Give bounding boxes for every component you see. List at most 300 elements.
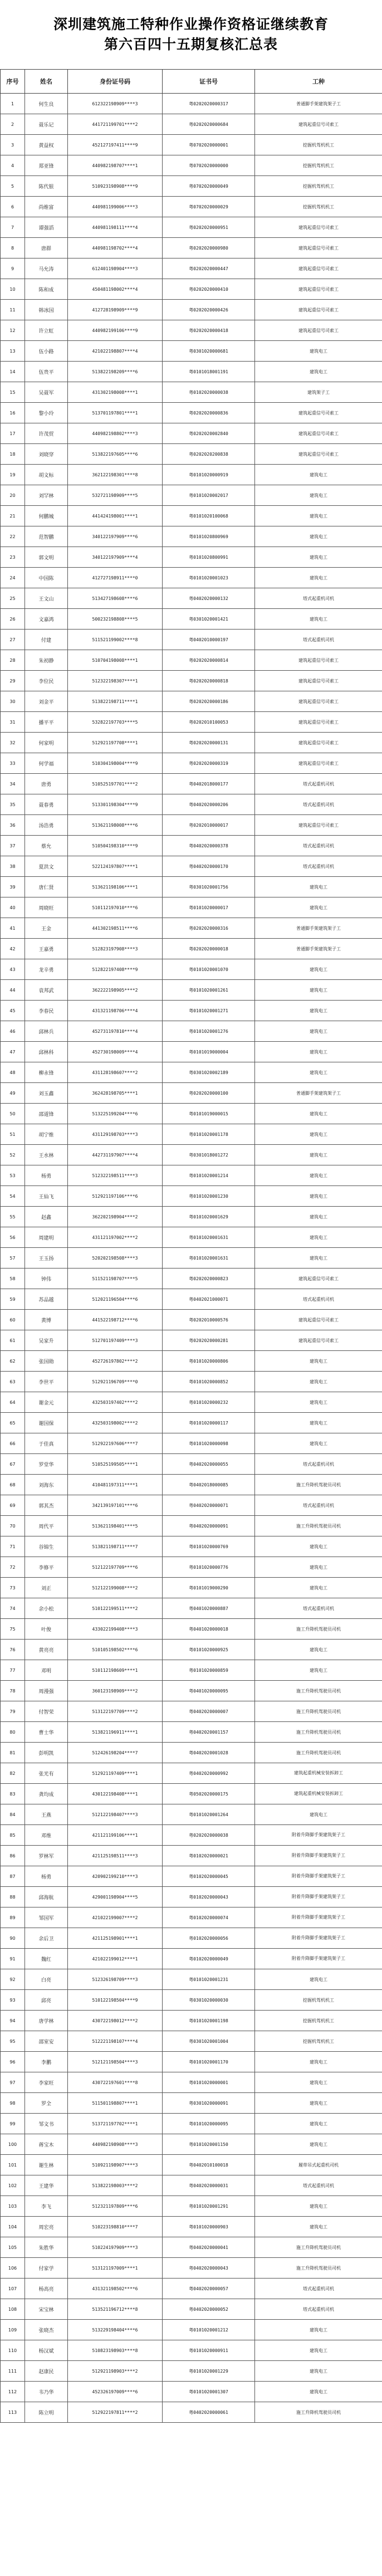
cell-certificate-number: 粤0402010100018	[163, 2155, 255, 2175]
cell-id-number: 513521196712****8	[68, 2299, 163, 2320]
cell-index: 55	[1, 1207, 25, 1227]
cell-index: 67	[1, 1454, 25, 1475]
cell-job-type: 建筑电工	[255, 2072, 382, 2093]
cell-job-type: 建筑电工	[255, 1660, 382, 1681]
cell-id-number: 432503197402****2	[68, 1392, 163, 1413]
cell-job-type: 施工升降机驾驶员司机	[255, 1681, 382, 1701]
cell-name: 李世平	[25, 1372, 68, 1392]
cell-id-number: 510525197701****2	[68, 774, 163, 794]
cell-job-type: 附着升降脚手架建筑架子工	[255, 1928, 382, 1949]
cell-certificate-number: 粤0101020001229	[163, 2361, 255, 2382]
cell-id-number: 452326197009****6	[68, 2382, 163, 2402]
cell-name: 曹士华	[25, 1722, 68, 1743]
cell-certificate-number: 粤0301020002189	[163, 1062, 255, 1083]
cell-id-number: 612322198909****3	[68, 94, 163, 114]
cell-name: 邱亮	[25, 1990, 68, 2011]
cell-certificate-number: 粤0202020000281	[163, 1330, 255, 1351]
cell-certificate-number: 粤0101020000001	[163, 2072, 255, 2093]
cell-name: 郭其杰	[25, 1495, 68, 1516]
cell-job-type: 挖掘机驾机机工	[255, 197, 382, 217]
table-row	[1, 588, 382, 609]
cell-index: 63	[1, 1372, 25, 1392]
cell-name: 唐勇	[25, 774, 68, 794]
cell-certificate-number: 粤0102020000074	[163, 1907, 255, 1928]
cell-index: 106	[1, 2258, 25, 2279]
cell-id-number: 512922197811****2	[68, 2402, 163, 2423]
cell-job-type: 挖掘机驾机机工	[255, 2031, 382, 2052]
cell-certificate-number: 粤0202020000418	[163, 320, 255, 341]
cell-id-number: 441302198511****6	[68, 918, 163, 939]
cell-certificate-number: 粤0402020000057	[163, 2279, 255, 2299]
cell-certificate-number: 粤0502020000175	[163, 1784, 255, 1804]
cell-index: 64	[1, 1392, 25, 1413]
table-row	[1, 2196, 382, 2217]
cell-certificate-number: 粤0202020000980	[163, 238, 255, 258]
table-row	[1, 2011, 382, 2031]
cell-certificate-number: 粤0202020000447	[163, 258, 255, 279]
cell-certificate-number: 粤0202020000100	[163, 1083, 255, 1104]
table-row	[1, 382, 382, 403]
cell-certificate-number: 粤0402020000206	[163, 794, 255, 815]
cell-name: 白亮	[25, 1969, 68, 1990]
cell-id-number: 510923198908****9	[68, 176, 163, 197]
cell-job-type: 附着升降脚手架建筑架子工	[255, 1825, 382, 1846]
table-row	[1, 547, 382, 568]
cell-id-number: 510122198504****9	[68, 1990, 163, 2011]
cell-job-type: 建筑电工	[255, 1640, 382, 1660]
cell-certificate-number: 粤0202020000317	[163, 94, 255, 114]
cell-index: 56	[1, 1227, 25, 1248]
cell-id-number: 513621198401****5	[68, 1516, 163, 1536]
table-row	[1, 1804, 382, 1825]
cell-id-number: 342139197101****6	[68, 1495, 163, 1516]
cell-job-type: 建筑电工	[255, 1124, 382, 1145]
cell-job-type: 施工升降机驾驶员司机	[255, 2237, 382, 2258]
table-row	[1, 1165, 382, 1186]
cell-certificate-number: 粤0101020100068	[163, 506, 255, 526]
cell-name: 王文山	[25, 588, 68, 609]
cell-name: 罗林军	[25, 1846, 68, 1866]
cell-name: 邱林兵	[25, 1021, 68, 1042]
cell-certificate-number: 粤0101020001212	[163, 2320, 255, 2340]
cell-certificate-number: 粤0101020002017	[163, 485, 255, 506]
header-certificate-number: 证书号	[163, 70, 255, 94]
cell-id-number: 512021196504****6	[68, 1289, 163, 1310]
cell-index: 101	[1, 2155, 25, 2175]
cell-id-number: 421121199106****1	[68, 1825, 163, 1846]
cell-certificate-number: 粤0402020000091	[163, 1516, 255, 1536]
cell-name: 李春民	[25, 1001, 68, 1021]
cell-name: 尚维富	[25, 197, 68, 217]
cell-certificate-number: 粤0401020000095	[163, 1681, 255, 1701]
cell-id-number: 513701197801****1	[68, 403, 163, 423]
cell-id-number: 512921196709****0	[68, 1372, 163, 1392]
cell-name: 邵室安	[25, 2031, 68, 2052]
cell-certificate-number: 粤0402020000378	[163, 836, 255, 856]
cell-id-number: 510921198907****3	[68, 2155, 163, 2175]
cell-name: 马允涛	[25, 258, 68, 279]
table-row	[1, 1392, 382, 1413]
cell-job-type: 建筑电工	[255, 526, 382, 547]
cell-id-number: 513225199204****6	[68, 1104, 163, 1124]
cell-index: 71	[1, 1536, 25, 1557]
cell-job-type: 建筑起重信号司索工	[255, 712, 382, 733]
cell-job-type: 建筑电工	[255, 980, 382, 1001]
cell-name: 谷锦生	[25, 1536, 68, 1557]
cell-id-number: 441424198001****1	[68, 506, 163, 526]
cell-job-type: 建筑电工	[255, 547, 382, 568]
cell-certificate-number: 粤0402018000085	[163, 1475, 255, 1495]
table-row	[1, 1372, 382, 1392]
cell-index: 22	[1, 526, 25, 547]
cell-index: 40	[1, 897, 25, 918]
cell-id-number: 510224197909****3	[68, 2237, 163, 2258]
cell-certificate-number: 粤0101020001264	[163, 1804, 255, 1825]
cell-certificate-number: 粤0101019000004	[163, 1042, 255, 1062]
table-row	[1, 1042, 382, 1062]
table-row	[1, 2361, 382, 2382]
cell-certificate-number: 粤0202020000951	[163, 217, 255, 238]
cell-certificate-number: 粤0101020001178	[163, 1124, 255, 1145]
cell-certificate-number: 粤0202010000017	[163, 815, 255, 836]
cell-certificate-number: 粤0102020000038	[163, 382, 255, 403]
cell-id-number: 452731197810****4	[68, 1021, 163, 1042]
cell-job-type: 建筑电工	[255, 1104, 382, 1124]
cell-index: 88	[1, 1887, 25, 1907]
cell-job-type: 建筑电工	[255, 1227, 382, 1248]
cell-job-type: 建筑电工	[255, 506, 382, 526]
cell-name: 杨勇	[25, 1165, 68, 1186]
table-row	[1, 609, 382, 630]
cell-certificate-number: 粤0101020000911	[163, 2340, 255, 2361]
cell-index: 61	[1, 1330, 25, 1351]
cell-name: 彭明凯	[25, 1743, 68, 1763]
cell-name: 汤浩勇	[25, 815, 68, 836]
cell-id-number: 513822197605****6	[68, 444, 163, 465]
cell-index: 9	[1, 258, 25, 279]
cell-index: 34	[1, 774, 25, 794]
cell-index: 91	[1, 1949, 25, 1969]
table-row	[1, 1557, 382, 1578]
cell-name: 周漫强	[25, 1681, 68, 1701]
cell-id-number: 440981199006****3	[68, 197, 163, 217]
table-row	[1, 176, 382, 197]
table-row	[1, 2052, 382, 2072]
cell-job-type: 建筑电工	[255, 485, 382, 506]
cell-name: 谢国保	[25, 1413, 68, 1433]
cell-name: 王嘉勇	[25, 939, 68, 959]
table-row	[1, 300, 382, 320]
table-row	[1, 897, 382, 918]
cell-name: 刘晓穿	[25, 444, 68, 465]
cell-index: 103	[1, 2196, 25, 2217]
cell-certificate-number: 粤0202020000316	[163, 918, 255, 939]
cell-certificate-number: 粤0101020001023	[163, 568, 255, 588]
cell-name: 付建	[25, 630, 68, 650]
cell-index: 47	[1, 1042, 25, 1062]
cell-job-type: 建筑起重机械安装拆卸工	[255, 1763, 382, 1784]
cell-index: 33	[1, 753, 25, 774]
cell-certificate-number: 粤0101020001070	[163, 959, 255, 980]
table-row	[1, 1454, 382, 1475]
cell-index: 39	[1, 877, 25, 897]
cell-job-type: 建筑起重信号司索工	[255, 300, 382, 320]
cell-index: 13	[1, 341, 25, 362]
cell-certificate-number: 粤0102020000045	[163, 1866, 255, 1887]
cell-id-number: 513821196911****1	[68, 1722, 163, 1743]
cell-job-type: 建筑起重信号司索工	[255, 279, 382, 300]
cell-job-type: 建筑电工	[255, 1165, 382, 1186]
cell-job-type: 建筑电工	[255, 609, 382, 630]
cell-id-number: 440982198707****1	[68, 155, 163, 176]
cell-job-type: 建筑起重信号司索工	[255, 403, 382, 423]
cell-index: 60	[1, 1310, 25, 1330]
cell-index: 82	[1, 1763, 25, 1784]
cell-certificate-number: 粤0301020000030	[163, 1990, 255, 2011]
cell-id-number: 512921197409****1	[68, 1763, 163, 1784]
table-row	[1, 506, 382, 526]
table-row	[1, 980, 382, 1001]
cell-name: 伍小路	[25, 341, 68, 362]
cell-job-type: 普通脚手架建筑架子工	[255, 94, 382, 114]
table-row	[1, 1763, 382, 1784]
cell-job-type: 建筑起重信号司索工	[255, 1310, 382, 1330]
cell-index: 25	[1, 588, 25, 609]
cell-certificate-number: 粤0301018001272	[163, 1145, 255, 1165]
cell-job-type: 塔式起重机司机	[255, 856, 382, 877]
cell-id-number: 340122197909****6	[68, 526, 163, 547]
cell-id-number: 532721198909****5	[68, 485, 163, 506]
cell-certificate-number: 粤0402020000007	[163, 1701, 255, 1722]
cell-certificate-number: 粤0101020001231	[163, 1969, 255, 1990]
cell-id-number: 512701197409****3	[68, 1330, 163, 1351]
table-row	[1, 856, 382, 877]
cell-job-type: 普通脚手架建筑架子工	[255, 939, 382, 959]
table-row	[1, 2299, 382, 2320]
cell-certificate-number: 粤0102020000056	[163, 1928, 255, 1949]
cell-id-number: 513621198008****6	[68, 815, 163, 836]
table-row	[1, 1248, 382, 1269]
cell-certificate-number: 粤0202020000018	[163, 939, 255, 959]
cell-certificate-number: 粤0402020000041	[163, 2237, 255, 2258]
cell-certificate-number: 粤0102020000049	[163, 1949, 255, 1969]
cell-certificate-number: 粤0101020001276	[163, 1021, 255, 1042]
cell-id-number: 440981198702****4	[68, 238, 163, 258]
cell-job-type: 建筑电工	[255, 1536, 382, 1557]
cell-certificate-number: 粤0402010000197	[163, 630, 255, 650]
cell-name: 胡宁维	[25, 1124, 68, 1145]
cell-name: 蔡允	[25, 836, 68, 856]
cell-name: 王仙飞	[25, 1186, 68, 1207]
cell-id-number: 510704198008****1	[68, 650, 163, 671]
cell-index: 1	[1, 94, 25, 114]
cell-id-number: 513621198106****1	[68, 877, 163, 897]
cell-job-type: 建筑架子工	[255, 382, 382, 403]
cell-id-number: 362122198301****8	[68, 465, 163, 485]
cell-id-number: 442731197907****4	[68, 1145, 163, 1165]
cell-id-number: 362202198904****2	[68, 1207, 163, 1227]
cell-id-number: 431321198502****6	[68, 2279, 163, 2299]
cell-certificate-number: 粤0101020001170	[163, 2052, 255, 2072]
table-row	[1, 2155, 382, 2175]
table-row	[1, 2340, 382, 2361]
cell-id-number: 512426198204****7	[68, 1743, 163, 1763]
cell-job-type: 建筑电工	[255, 341, 382, 362]
cell-index: 23	[1, 547, 25, 568]
table-row	[1, 1269, 382, 1289]
title-line-1: 深圳建筑施工特种作业操作资格证继续教育	[53, 16, 329, 32]
cell-index: 96	[1, 2052, 25, 2072]
cell-name: 邓维	[25, 1825, 68, 1846]
cell-job-type: 建筑电工	[255, 2217, 382, 2237]
table-row	[1, 465, 382, 485]
table-row	[1, 403, 382, 423]
cell-name: 张国勋	[25, 1351, 68, 1372]
cell-name: 黎小玲	[25, 403, 68, 423]
header-index: 序号	[1, 70, 25, 94]
cell-job-type: 建筑电工	[255, 2134, 382, 2155]
cell-job-type: 挖掘机驾机机工	[255, 2011, 382, 2031]
cell-index: 66	[1, 1433, 25, 1454]
table-row	[1, 341, 382, 362]
header-id-number: 身份证号码	[68, 70, 163, 94]
cell-name: 张晓杰	[25, 2320, 68, 2340]
cell-certificate-number: 粤0102020000021	[163, 1846, 255, 1866]
table-row	[1, 1949, 382, 1969]
cell-index: 45	[1, 1001, 25, 1021]
cell-certificate-number: 粤0301020000091	[163, 2093, 255, 2114]
cell-id-number: 440982198802****3	[68, 423, 163, 444]
cell-job-type: 建筑电工	[255, 1351, 382, 1372]
cell-job-type: 建筑电工	[255, 2052, 382, 2072]
cell-job-type: 塔式起重机司机	[255, 630, 382, 650]
table-row	[1, 2320, 382, 2340]
cell-certificate-number: 粤0101020000095	[163, 2114, 255, 2134]
cell-job-type: 普通脚手架建筑架子工	[255, 1083, 382, 1104]
cell-index: 86	[1, 1846, 25, 1866]
cell-index: 35	[1, 794, 25, 815]
cell-id-number: 431321198706****4	[68, 1001, 163, 1021]
cell-index: 46	[1, 1021, 25, 1042]
cell-certificate-number: 粤0202020000038	[163, 1825, 255, 1846]
cell-name: 赵鑫	[25, 1207, 68, 1227]
cell-job-type: 建筑电工	[255, 897, 382, 918]
cell-certificate-number: 粤0402021000071	[163, 1289, 255, 1310]
table-row	[1, 959, 382, 980]
cell-id-number: 513721197702****1	[68, 2114, 163, 2134]
cell-job-type: 普通脚手架建筑架子工	[255, 918, 382, 939]
cell-index: 10	[1, 279, 25, 300]
cell-index: 8	[1, 238, 25, 258]
cell-index: 110	[1, 2340, 25, 2361]
cell-id-number: 440982198908****3	[68, 2134, 163, 2155]
cell-index: 44	[1, 980, 25, 1001]
cell-index: 105	[1, 2237, 25, 2258]
cell-certificate-number: 粤0402020000071	[163, 1495, 255, 1516]
cell-index: 26	[1, 609, 25, 630]
cell-name: 文嘉鸿	[25, 609, 68, 630]
cell-name: 郑亚锋	[25, 155, 68, 176]
cell-certificate-number: 粤0301020000681	[163, 341, 255, 362]
cell-name: 周代平	[25, 1516, 68, 1536]
cell-certificate-number: 粤0202020000131	[163, 733, 255, 753]
cell-certificate-number: 粤0101020001307	[163, 2382, 255, 2402]
cell-certificate-number: 粤0101020800969	[163, 526, 255, 547]
cell-name: 杨汉斌	[25, 2340, 68, 2361]
cell-index: 15	[1, 382, 25, 403]
cell-certificate-number: 粤0101020000117	[163, 1413, 255, 1433]
cell-name: 播平平	[25, 712, 68, 733]
table-row	[1, 1310, 382, 1330]
table-row	[1, 671, 382, 691]
cell-job-type: 建筑电工	[255, 1804, 382, 1825]
cell-name: 余小松	[25, 1598, 68, 1619]
cell-id-number: 452127197411****9	[68, 135, 163, 155]
cell-index: 109	[1, 2320, 25, 2340]
table-row	[1, 836, 382, 856]
cell-id-number: 512326198709****3	[68, 1969, 163, 1990]
cell-certificate-number: 粤0101018001191	[163, 362, 255, 382]
cell-id-number: 510112197010****6	[68, 897, 163, 918]
cell-id-number: 512122198407****3	[68, 1804, 163, 1825]
cell-certificate-number: 粤0402020000061	[163, 2402, 255, 2423]
cell-id-number: 522124197807****1	[68, 856, 163, 877]
table-row	[1, 939, 382, 959]
cell-job-type: 塔式起重机司机	[255, 1598, 382, 1619]
cell-name: 于佳真	[25, 1433, 68, 1454]
cell-index: 89	[1, 1907, 25, 1928]
cell-certificate-number: 粤0702020000000	[163, 155, 255, 176]
table-row	[1, 362, 382, 382]
cell-index: 104	[1, 2217, 25, 2237]
table-row	[1, 1578, 382, 1598]
cell-index: 75	[1, 1619, 25, 1640]
cell-certificate-number: 粤0101020000098	[163, 1433, 255, 1454]
cell-certificate-number: 粤0401020000887	[163, 1598, 255, 1619]
cell-name: 黄博	[25, 1310, 68, 1330]
cell-id-number: 512321197809****6	[68, 2196, 163, 2217]
cell-certificate-number: 粤0101019000015	[163, 1104, 255, 1124]
cell-name: 王玉扬	[25, 1248, 68, 1269]
cell-job-type: 建筑电工	[255, 1001, 382, 1021]
cell-name: 范智鹏	[25, 526, 68, 547]
table-row	[1, 774, 382, 794]
cell-name: 李修平	[25, 1557, 68, 1578]
cell-name: 王金	[25, 918, 68, 939]
cell-job-type: 施工升降机驾驶员司机	[255, 1475, 382, 1495]
cell-name: 韦乃华	[25, 2382, 68, 2402]
cell-index: 2	[1, 114, 25, 135]
table-row	[1, 2134, 382, 2155]
cell-name: 何生良	[25, 94, 68, 114]
cell-job-type: 建筑起重信号司索工	[255, 1330, 382, 1351]
table-row	[1, 918, 382, 939]
cell-index: 93	[1, 1990, 25, 2011]
cell-index: 107	[1, 2279, 25, 2299]
cell-id-number: 430122198408****1	[68, 1784, 163, 1804]
table-row	[1, 794, 382, 815]
cell-certificate-number: 粤0702020000049	[163, 176, 255, 197]
cell-id-number: 440982199106****9	[68, 320, 163, 341]
cell-certificate-number: 粤0202020000684	[163, 114, 255, 135]
cell-index: 16	[1, 403, 25, 423]
cell-index: 78	[1, 1681, 25, 1701]
cell-name: 唐群	[25, 238, 68, 258]
cell-index: 94	[1, 2011, 25, 2031]
table-row	[1, 753, 382, 774]
table-row	[1, 1701, 382, 1722]
table-row	[1, 1743, 382, 1763]
